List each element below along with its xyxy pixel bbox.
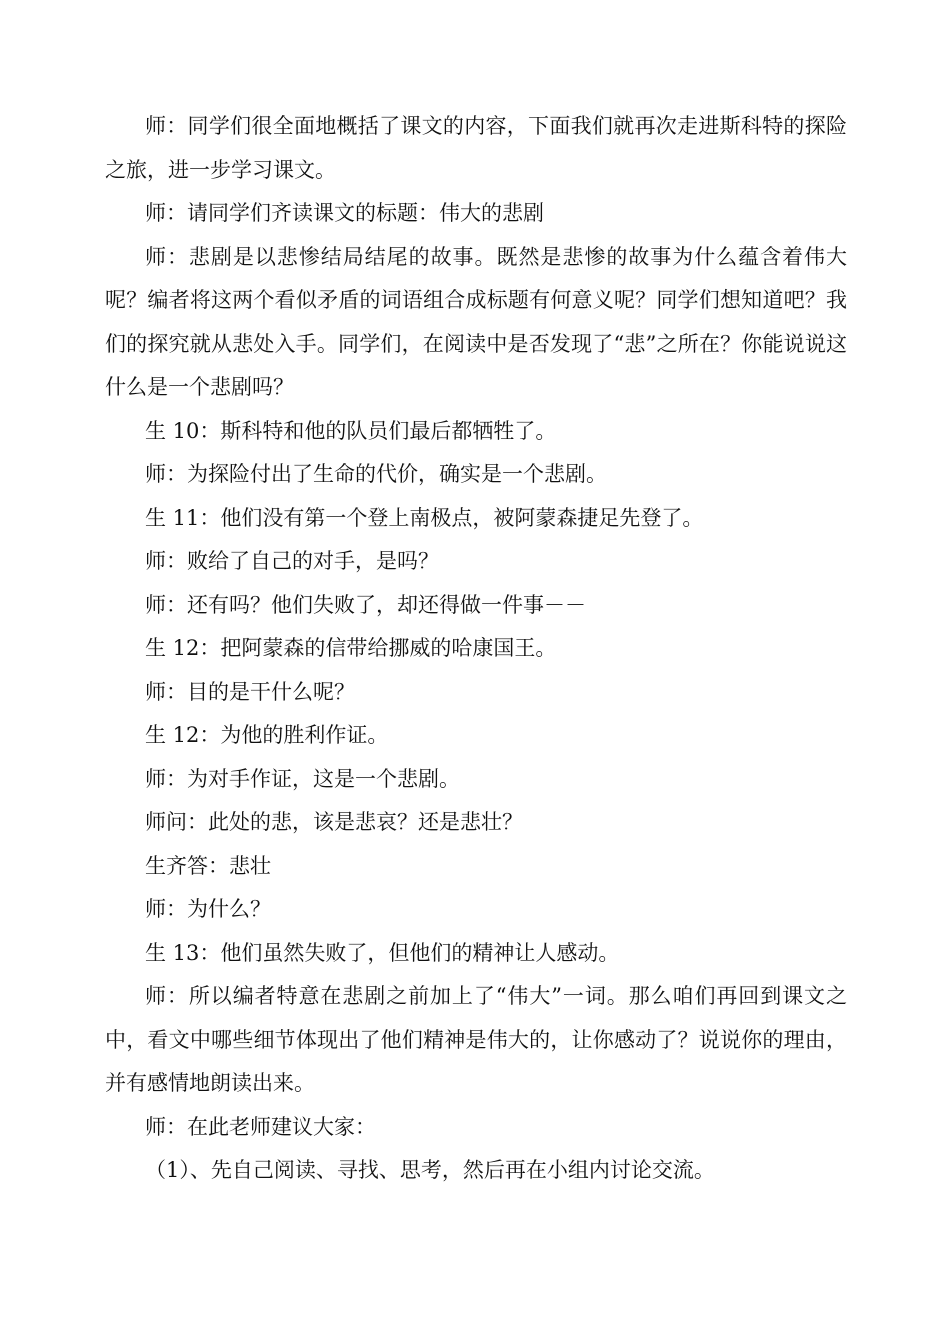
paragraph: 师：为探险付出了生命的代价，确实是一个悲剧。 xyxy=(145,462,607,486)
document-page xyxy=(105,105,847,1193)
paragraph: （1）、先自己阅读、寻找、思考，然后再在小组内讨论交流。 xyxy=(145,1158,715,1182)
paragraph: 师问：此处的悲，该是悲哀？还是悲壮？ xyxy=(145,810,523,834)
paragraph: 师：同学们很全面地概括了课文的内容，下面我们就再次走进斯科特的探险之旅，进一步学习课文。 xyxy=(105,114,847,182)
paragraph: 师：所以编者特意在悲剧之前加上了“伟大”一词。那么咱们再回到课文之中，看文中哪些细节体现出了他们精神是伟大的，让你感动了？说说你的理由，并有感情地朗读出来。 xyxy=(105,984,847,1095)
paragraph: 生 10：斯科特和他的队员们最后都牺牲了。 xyxy=(145,418,557,443)
paragraph: 生齐答：悲壮 xyxy=(145,853,271,878)
paragraph: 生 13：他们虽然失败了，但他们的精神让人感动。 xyxy=(145,940,620,965)
paragraph: 师：为什么？ xyxy=(145,897,271,921)
paragraph: 生 11：他们没有第一个登上南极点，被阿蒙森捷足先登了。 xyxy=(145,505,704,530)
paragraph: 生 12：把阿蒙森的信带给挪威的哈康国王。 xyxy=(145,636,557,660)
paragraph: 师：在此老师建议大家： xyxy=(145,1114,376,1139)
paragraph: 师：请同学们齐读课文的标题：伟大的悲剧 xyxy=(145,201,544,225)
paragraph: 师：悲剧是以悲惨结局结尾的故事。既然是悲惨的故事为什么蕴含着伟大呢？编者将这两个看似矛盾的词语组合成标题有何意义呢？同学们想知道吧？我们的探究就从悲处入手。同学们，在阅读中是否发现了“悲”之所在？你能说说这什么是一个悲剧吗？ xyxy=(105,244,847,399)
paragraph: 生 12：为他的胜利作证。 xyxy=(145,723,389,747)
paragraph: 师：目的是干什么呢？ xyxy=(145,679,355,704)
paragraph: 师：为对手作证，这是一个悲剧。 xyxy=(145,766,460,791)
paragraph: 师：败给了自己的对手，是吗？ xyxy=(145,549,439,573)
paragraph: 师：还有吗？他们失败了，却还得做一件事－－ xyxy=(145,592,586,617)
